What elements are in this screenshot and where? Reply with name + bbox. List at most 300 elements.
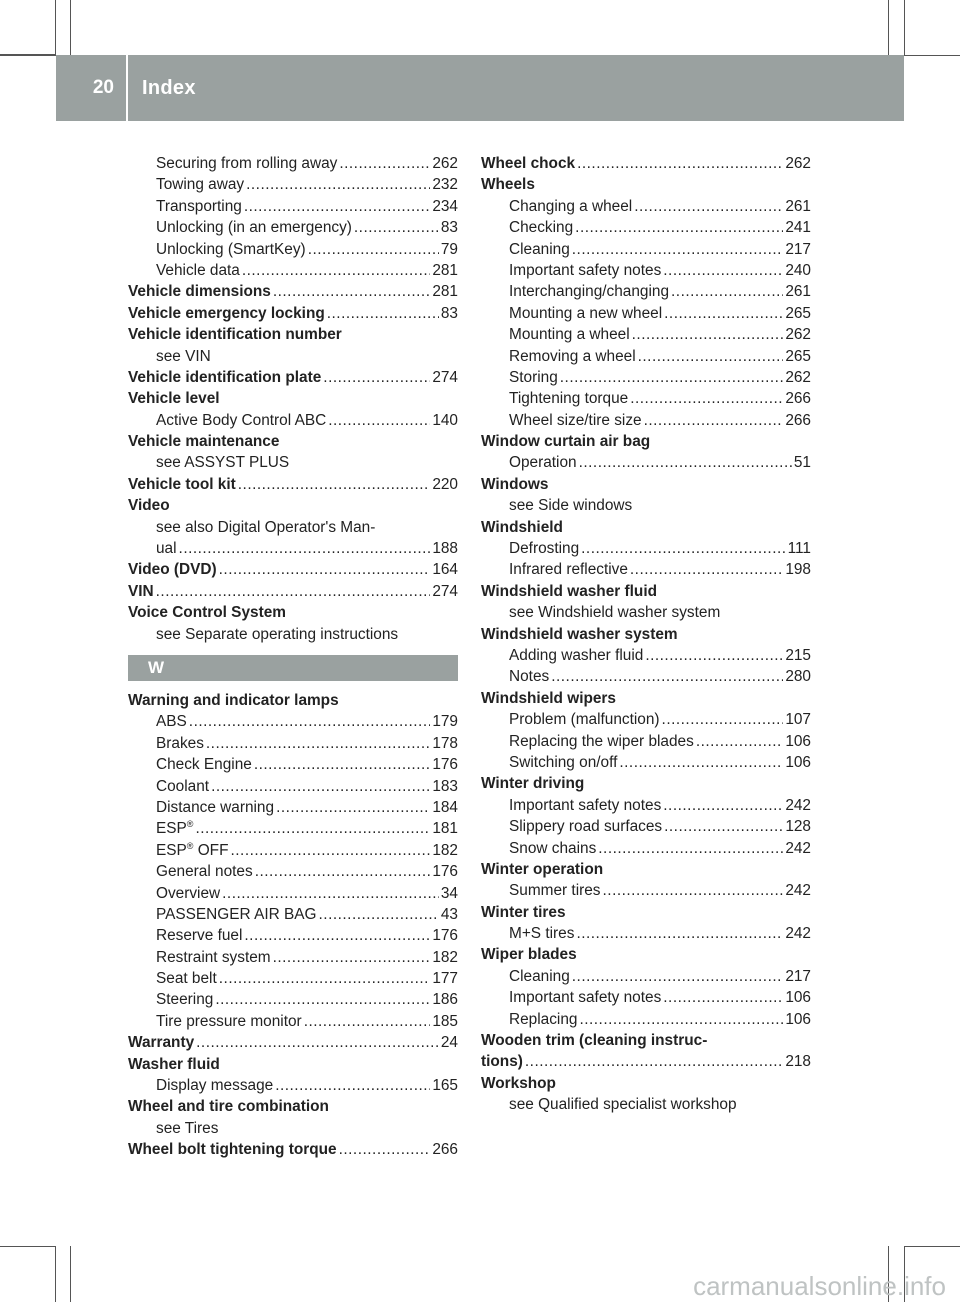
leader-dots — [634, 196, 783, 217]
entry-text: Wheel bolt tightening torque — [128, 1141, 337, 1159]
entry-label — [481, 773, 584, 794]
entry-text: ABS — [156, 713, 187, 731]
page-ref: 262 — [785, 155, 811, 172]
entry-text: Steering — [156, 991, 214, 1009]
index-entry — [128, 883, 458, 904]
page-ref: 79 — [440, 240, 458, 258]
leader-dots — [273, 281, 430, 302]
page-ref: 242 — [785, 839, 811, 857]
page-title: Index — [142, 77, 196, 99]
page-ref: 266 — [432, 1141, 458, 1159]
index-entry — [481, 838, 811, 859]
entry-label — [128, 1054, 220, 1075]
entry-text: Changing a wheel — [509, 197, 633, 215]
index-entry — [128, 1075, 458, 1096]
index-entry — [481, 367, 811, 388]
leader-dots — [319, 904, 439, 925]
page-ref: 198 — [785, 561, 811, 579]
index-entry — [128, 367, 458, 388]
index-entry — [481, 859, 811, 880]
index-entry — [128, 260, 458, 281]
leader-dots — [328, 410, 430, 431]
leader-dots — [195, 818, 430, 839]
index-entry — [481, 773, 811, 794]
leader-dots — [696, 731, 784, 752]
index-entry — [481, 346, 811, 367]
index-entry — [481, 666, 811, 687]
entry-label — [509, 303, 662, 324]
entry-label — [128, 602, 286, 623]
entry-text: Transporting — [156, 197, 242, 215]
entry-text: Mounting a wheel — [509, 326, 630, 344]
entry-label — [156, 239, 306, 260]
entry-label — [509, 538, 579, 559]
leader-dots — [215, 989, 430, 1010]
entry-text: tions) — [481, 1053, 523, 1071]
entry-label — [481, 153, 575, 174]
crop-mark — [904, 0, 905, 55]
entry-text: Check Engine — [156, 756, 252, 774]
page-ref: 218 — [785, 1053, 811, 1071]
entry-label — [156, 883, 220, 904]
entry-text: see Qualified specialist workshop — [509, 1096, 737, 1114]
leader-dots — [551, 666, 783, 687]
entry-text: Winter driving — [481, 775, 585, 793]
index-entry — [481, 1009, 811, 1030]
page-ref: 106 — [785, 1010, 811, 1028]
index-entry — [481, 538, 811, 559]
index-entry — [481, 153, 811, 174]
entry-text: Important safety notes — [509, 989, 662, 1007]
leader-dots — [579, 452, 792, 473]
entry-label — [509, 196, 632, 217]
entry-text: Workshop — [481, 1074, 556, 1092]
index-entry — [481, 196, 811, 217]
entry-label — [481, 517, 563, 538]
page-ref: 43 — [440, 905, 458, 923]
leader-dots — [663, 795, 783, 816]
entry-label — [509, 987, 661, 1008]
index-entry — [481, 1094, 811, 1115]
leader-dots — [525, 1051, 783, 1072]
entry-text: Slippery road surfaces — [509, 818, 663, 836]
entry-label — [509, 709, 660, 730]
leader-dots — [275, 1075, 430, 1096]
leader-dots — [644, 410, 784, 431]
index-entry — [481, 517, 811, 538]
leader-dots — [339, 1139, 431, 1160]
page-ref: 234 — [432, 197, 458, 215]
entry-label — [509, 816, 662, 837]
entry-text: M+S tires — [509, 925, 575, 943]
entry-text: Tire pressure monitor — [156, 1012, 302, 1030]
entry-label — [156, 538, 177, 559]
registered-mark: ® — [186, 819, 194, 830]
entry-text: Seat belt — [156, 970, 217, 988]
page-ref: 107 — [785, 711, 811, 729]
entry-label — [156, 947, 271, 968]
leader-dots — [619, 752, 783, 773]
crop-mark — [55, 1246, 56, 1302]
entry-text: Problem (malfunction) — [509, 711, 660, 729]
index-entry — [481, 966, 811, 987]
index-entry — [128, 925, 458, 946]
index-entry — [481, 1073, 811, 1094]
entry-text: Storing — [509, 368, 558, 386]
index-entry — [128, 474, 458, 495]
page-ref: 51 — [793, 454, 811, 472]
entry-text: see also Digital Operator's Man- — [156, 518, 376, 536]
page-ref: 280 — [785, 668, 811, 686]
index-entry — [481, 816, 811, 837]
entry-label — [128, 1139, 337, 1160]
index-entry — [128, 517, 458, 538]
index-entry — [128, 559, 458, 580]
page-ref: 182 — [432, 948, 458, 966]
page-ref: 281 — [432, 261, 458, 279]
index-entry — [128, 1118, 458, 1139]
entry-text: Windshield washer system — [481, 625, 678, 643]
entry-text: Active Body Control ABC — [156, 411, 327, 429]
entry-text: Washer fluid — [128, 1055, 220, 1073]
leader-dots — [219, 559, 431, 580]
entry-text: Switching on/off — [509, 753, 618, 771]
index-entry — [128, 840, 458, 861]
leader-dots — [581, 538, 785, 559]
index-entry — [128, 690, 458, 711]
page-ref: 184 — [432, 798, 458, 816]
entry-label — [128, 431, 279, 452]
entry-label — [509, 880, 601, 901]
entry-text: Mounting a new wheel — [509, 304, 663, 322]
entry-label — [509, 731, 694, 752]
entry-label — [156, 196, 242, 217]
entry-label — [481, 474, 548, 495]
page-ref: 188 — [432, 540, 458, 558]
leader-dots — [579, 1009, 783, 1030]
entry-label — [156, 452, 289, 473]
index-entry — [128, 581, 458, 602]
page-ref: 176 — [432, 863, 458, 881]
entry-label — [481, 174, 535, 195]
entry-label — [509, 752, 617, 773]
leader-dots — [222, 883, 439, 904]
leader-dots — [276, 797, 430, 818]
leader-dots — [219, 968, 431, 989]
page-ref: 242 — [785, 796, 811, 814]
page-ref: 140 — [432, 411, 458, 429]
entry-text: Wheel chock — [481, 155, 576, 172]
page-header — [56, 55, 904, 121]
entry-text: see ASSYST PLUS — [156, 454, 290, 472]
page-ref: 215 — [785, 646, 811, 664]
index-entry — [481, 452, 811, 473]
entry-label — [128, 690, 339, 711]
index-entry — [481, 987, 811, 1008]
index-entry — [481, 495, 811, 516]
entry-text: Securing from rolling away — [156, 155, 338, 172]
leader-dots — [323, 367, 430, 388]
leader-dots — [598, 838, 783, 859]
entry-label — [156, 1118, 218, 1139]
index-entry — [481, 731, 811, 752]
entry-text: General notes — [156, 863, 253, 881]
entry-text: Distance warning — [156, 798, 275, 816]
entry-text: Removing a wheel — [509, 347, 636, 365]
entry-label — [128, 388, 220, 409]
leader-dots — [662, 709, 784, 730]
entry-label — [128, 303, 325, 324]
leader-dots — [638, 346, 784, 367]
index-entry — [481, 902, 811, 923]
index-entry — [481, 944, 811, 965]
index-entry — [481, 239, 811, 260]
leader-dots — [560, 367, 784, 388]
page-ref: 185 — [432, 1012, 458, 1030]
index-entry — [128, 1139, 458, 1160]
index-entry — [481, 880, 811, 901]
entry-text: Warranty — [128, 1034, 195, 1052]
entry-label — [509, 452, 577, 473]
entry-text: Cleaning — [509, 240, 570, 258]
page-ref: 106 — [785, 989, 811, 1007]
index-entry — [481, 581, 811, 602]
leader-dots — [304, 1011, 431, 1032]
entry-label — [128, 581, 154, 602]
leader-dots — [246, 174, 430, 195]
entry-label — [509, 1009, 577, 1030]
entry-label — [156, 711, 187, 732]
entry-text: Brakes — [156, 734, 204, 752]
index-entry — [128, 754, 458, 775]
entry-label — [156, 925, 242, 946]
entry-text: Important safety notes — [509, 796, 662, 814]
leader-dots — [231, 840, 431, 861]
leader-dots — [354, 217, 439, 238]
index-entry — [128, 624, 458, 645]
page-ref: 176 — [432, 756, 458, 774]
index-entry — [128, 733, 458, 754]
index-entry — [128, 1032, 458, 1053]
entry-label — [509, 346, 636, 367]
page-ref: 217 — [785, 240, 811, 258]
entry-label — [481, 1030, 707, 1051]
entry-text: ESP — [156, 841, 187, 859]
page-ref: 274 — [432, 582, 458, 600]
entry-text: Vehicle identification plate — [128, 368, 322, 386]
leader-dots — [575, 217, 783, 238]
index-entry — [481, 624, 811, 645]
entry-label — [509, 966, 570, 987]
entry-text: Windshield — [481, 518, 563, 536]
entry-text: Wiper blades — [481, 946, 577, 964]
entry-label — [481, 624, 678, 645]
entry-text: Vehicle emergency locking — [128, 304, 325, 322]
index-entry — [128, 495, 458, 516]
entry-text: Restraint system — [156, 948, 271, 966]
entry-text: Defrosting — [509, 540, 580, 558]
entry-text: Video (DVD) — [128, 561, 217, 579]
entry-text: Towing away — [156, 176, 245, 194]
index-entry — [128, 1054, 458, 1075]
index-entry — [128, 818, 458, 839]
entry-label — [156, 904, 317, 925]
crop-mark — [55, 0, 56, 55]
leader-dots — [211, 776, 430, 797]
leader-dots — [327, 303, 439, 324]
page-ref: 262 — [432, 155, 458, 172]
entry-label — [509, 388, 628, 409]
entry-text: Wheel and tire combination — [128, 1098, 329, 1116]
entry-label — [509, 923, 574, 944]
entry-text: Windshield washer fluid — [481, 582, 658, 600]
leader-dots — [671, 281, 783, 302]
entry-label — [509, 260, 661, 281]
entry-text: Voice Control System — [128, 604, 286, 622]
leader-dots — [663, 260, 783, 281]
index-entry — [481, 474, 811, 495]
page-ref: 274 — [432, 368, 458, 386]
index-entry — [128, 989, 458, 1010]
entry-label — [481, 431, 650, 452]
index-entry — [128, 410, 458, 431]
entry-label — [156, 1011, 302, 1032]
index-entry — [481, 174, 811, 195]
index-entry — [481, 752, 811, 773]
entry-label — [509, 666, 549, 687]
page-ref: 179 — [432, 713, 458, 731]
entry-label — [509, 281, 669, 302]
entry-label — [481, 1073, 556, 1094]
page-ref: 24 — [440, 1034, 458, 1052]
entry-text: Vehicle identification number — [128, 326, 342, 344]
crop-mark — [0, 55, 56, 56]
entry-label — [509, 217, 573, 238]
index-entry — [481, 559, 811, 580]
entry-label — [156, 754, 252, 775]
leader-dots — [206, 733, 430, 754]
leader-dots — [664, 303, 783, 324]
index-column-right — [481, 153, 811, 1116]
entry-text: see Separate operating instructions — [156, 625, 399, 643]
leader-dots — [339, 153, 430, 174]
entry-label — [509, 324, 630, 345]
page-ref: 232 — [432, 176, 458, 194]
index-entry — [128, 324, 458, 345]
header-divider — [126, 55, 128, 121]
page-ref: 262 — [785, 368, 811, 386]
crop-mark — [0, 1246, 56, 1247]
entry-label — [509, 367, 558, 388]
entry-text: Window curtain air bag — [481, 433, 651, 451]
entry-label — [128, 281, 271, 302]
index-entry — [481, 431, 811, 452]
index-entry — [481, 645, 811, 666]
entry-suffix: OFF — [193, 841, 229, 859]
index-entry — [481, 602, 811, 623]
leader-dots — [663, 987, 783, 1008]
page-ref: 128 — [785, 818, 811, 836]
entry-label — [156, 797, 274, 818]
page-ref: 177 — [432, 970, 458, 988]
index-entry — [481, 324, 811, 345]
entry-text: Display message — [156, 1077, 274, 1095]
entry-label — [509, 602, 720, 623]
entry-text: Winter operation — [481, 860, 604, 878]
entry-label — [481, 902, 566, 923]
watermark: carmanualsonline.info — [693, 1271, 946, 1301]
entry-label — [481, 688, 616, 709]
page-ref: 111 — [787, 540, 811, 558]
page-ref: 265 — [785, 347, 811, 365]
crop-mark — [70, 0, 71, 55]
index-entry — [128, 602, 458, 623]
entry-text: Operation — [509, 454, 577, 472]
page-ref: 262 — [785, 326, 811, 344]
entry-text: Vehicle level — [128, 390, 220, 408]
entry-text: Replacing — [509, 1010, 578, 1028]
entry-label — [128, 495, 170, 516]
entry-label — [128, 474, 236, 495]
index-entry — [128, 968, 458, 989]
entry-text: Tightening torque — [509, 390, 629, 408]
entry-text: Unlocking (in an emergency) — [156, 219, 352, 237]
entry-text: Unlocking (SmartKey) — [156, 240, 306, 258]
index-entry — [481, 410, 811, 431]
page-ref: 164 — [432, 561, 458, 579]
entry-label — [128, 367, 321, 388]
entry-text: Vehicle maintenance — [128, 433, 280, 451]
entry-label — [156, 989, 213, 1010]
page-ref: 106 — [785, 753, 811, 771]
entry-text: Wheels — [481, 176, 535, 194]
entry-label — [481, 944, 577, 965]
index-entry — [128, 1011, 458, 1032]
leader-dots — [603, 880, 784, 901]
entry-label — [481, 581, 657, 602]
leader-dots — [242, 260, 430, 281]
leader-dots — [577, 153, 783, 174]
index-entry — [481, 923, 811, 944]
page-ref: 186 — [432, 991, 458, 1009]
crop-mark — [70, 1246, 71, 1302]
leader-dots — [189, 711, 431, 732]
index-entry — [481, 709, 811, 730]
entry-text: Summer tires — [509, 882, 601, 900]
entry-text: Interchanging/changing — [509, 283, 670, 301]
index-entry — [128, 538, 458, 559]
index-entry — [481, 1051, 811, 1072]
entry-text: see Windshield washer system — [509, 604, 721, 622]
entry-text: Windows — [481, 475, 549, 493]
index-entry — [128, 153, 458, 174]
entry-label — [509, 795, 661, 816]
entry-label — [128, 559, 217, 580]
entry-label — [509, 645, 643, 666]
page-ref: 106 — [785, 732, 811, 750]
entry-label — [156, 818, 193, 839]
leader-dots — [664, 816, 783, 837]
page-ref: 217 — [785, 967, 811, 985]
index-entry — [481, 388, 811, 409]
entry-text: Cleaning — [509, 967, 570, 985]
crop-mark — [888, 0, 889, 55]
entry-text: see Tires — [156, 1119, 219, 1137]
index-entry — [128, 1096, 458, 1117]
index-entry — [481, 303, 811, 324]
entry-label — [481, 1051, 523, 1072]
entry-text: Reserve fuel — [156, 927, 243, 945]
